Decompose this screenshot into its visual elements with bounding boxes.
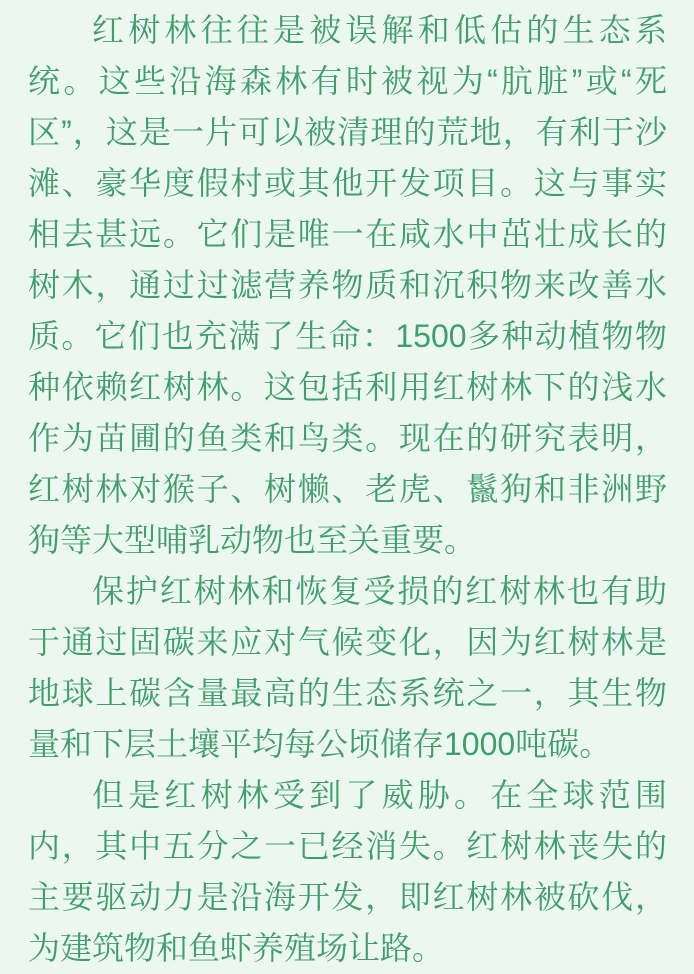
paragraph-threats: 但是红树林受到了威胁。在全球范围内，其中五分之一已经消失。红树林丧失的主要驱动力是沿海开发，即红树林被砍伐，为建筑物和鱼虾养殖场让路。 xyxy=(28,777,667,966)
paragraph-carbon-storage: 保护红树林和恢复受损的红树林也有助于通过固碳来应对气候变化，因为红树林是地球上碳含量最高的生态系统之一，其生物量和下层土壤平均每公顷储存1000吨碳。 xyxy=(28,573,667,762)
paragraph-mangrove-intro: 红树林往往是被误解和低估的生态系统。这些沿海森林有时被视为“肮脏”或“死区”，这是一片可以被清理的荒地，有利于沙滩、豪华度假村或其他开发项目。这与事实相去甚远。它们是唯一在咸水中茁壮成长的树木，通过过滤营养物质和沉积物来改善水质。它们也充满了生命：1500多种动植物物种依赖红树林。这包括利用红树林下的浅水作为苗圃的鱼类和鸟类。现在的研究表明，红树林对猴子、树懒、老虎、鬣狗和非洲野狗等大型哺乳动物也至关重要。 xyxy=(28,12,667,558)
